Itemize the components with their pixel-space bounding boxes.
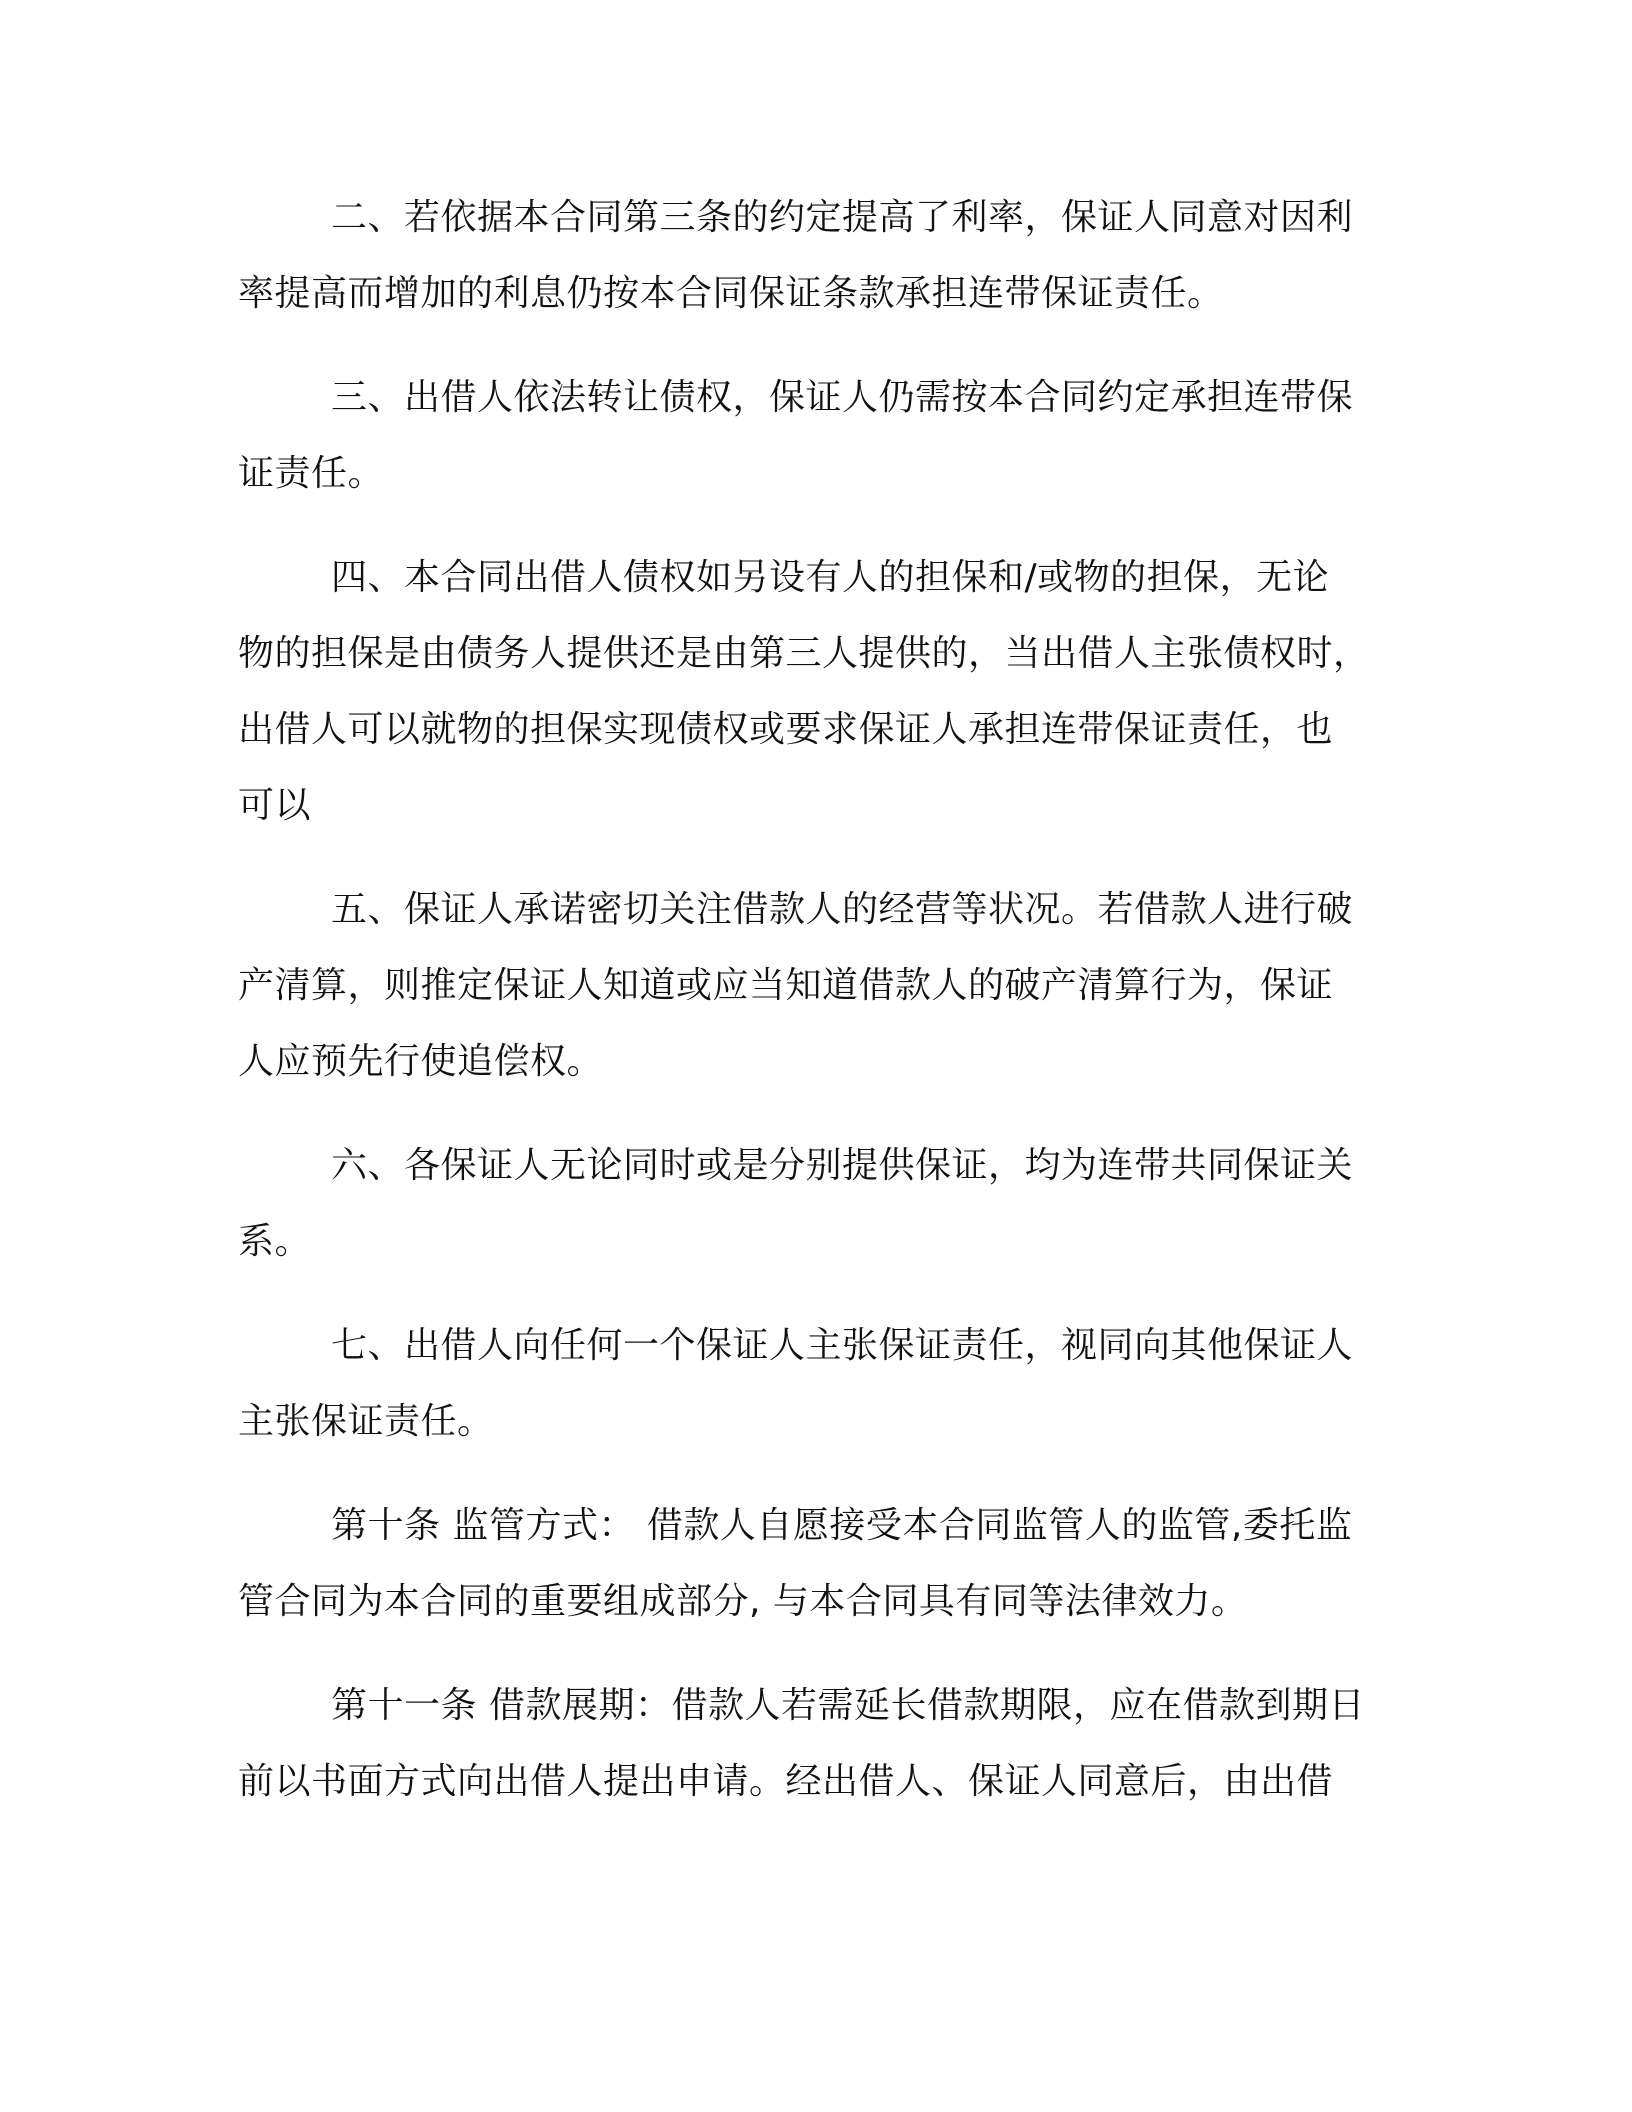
clause-3-line-2: 证责任。 xyxy=(238,453,385,494)
clause-4-line-1: 四、本合同出借人债权如另设有人的担保和/或物的担保，无论 xyxy=(331,557,1330,598)
clause-6-line-2: 系。 xyxy=(238,1221,312,1262)
article-11-line-1: 第十一条 借款展期：借款人若需延长借款期限，应在借款到期日 xyxy=(331,1685,1365,1726)
clause-3-line-1: 三、出借人依法转让债权，保证人仍需按本合同约定承担连带保 xyxy=(331,377,1354,418)
clause-4-line-3: 出借人可以就物的担保实现债权或要求保证人承担连带保证责任，也 xyxy=(238,709,1334,750)
article-10-line-1: 第十条 监管方式： 借款人自愿接受本合同监管人的监管,委托监 xyxy=(331,1505,1353,1546)
clause-5-line-2: 产清算，则推定保证人知道或应当知道借款人的破产清算行为，保证 xyxy=(238,965,1334,1006)
clause-4-line-2: 物的担保是由债务人提供还是由第三人提供的，当出借人主张债权时， xyxy=(238,633,1370,674)
clause-5-line-1: 五、保证人承诺密切关注借款人的经营等状况。若借款人进行破 xyxy=(331,889,1354,930)
clause-2-line-1: 二、若依据本合同第三条的约定提高了利率，保证人同意对因利 xyxy=(331,197,1354,238)
article-10-line-2: 管合同为本合同的重要组成部分, 与本合同具有同等法律效力。 xyxy=(238,1581,1248,1622)
clause-2-line-2: 率提高而增加的利息仍按本合同保证条款承担连带保证责任。 xyxy=(238,273,1224,314)
clause-6-line-1: 六、各保证人无论同时或是分别提供保证，均为连带共同保证关 xyxy=(331,1145,1354,1186)
clause-7-line-2: 主张保证责任。 xyxy=(238,1401,494,1442)
article-11-line-2: 前以书面方式向出借人提出申请。经出借人、保证人同意后，由出借 xyxy=(238,1761,1334,1802)
clause-5-line-3: 人应预先行使追偿权。 xyxy=(238,1041,604,1082)
clause-4-line-4: 可以 xyxy=(238,785,312,826)
clause-7-line-1: 七、出借人向任何一个保证人主张保证责任，视同向其他保证人 xyxy=(331,1325,1354,1366)
